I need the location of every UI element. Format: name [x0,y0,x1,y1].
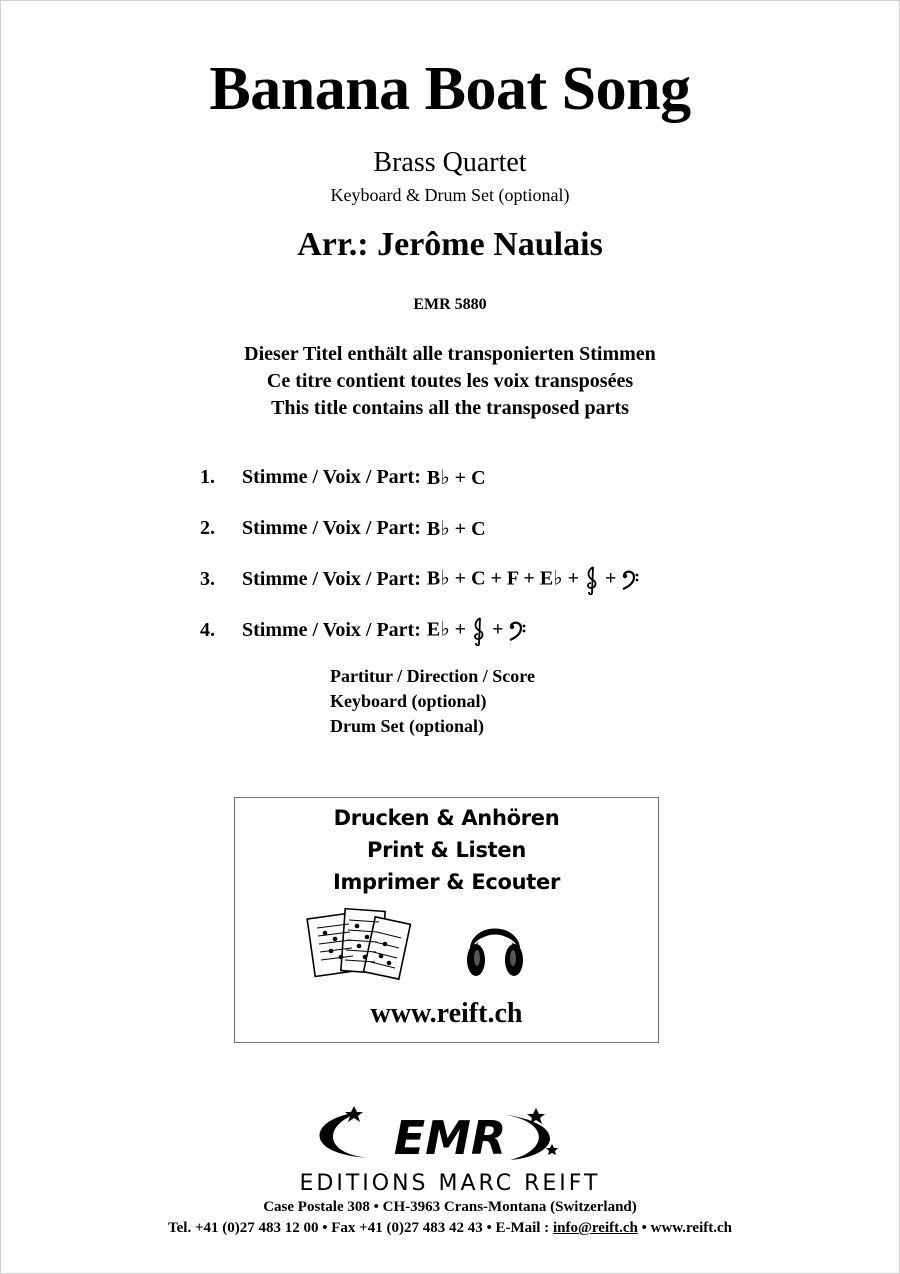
part-label: Stimme / Voix / Part: [242,517,421,539]
part-number: 2. [200,517,215,539]
promo-line-english: Print & Listen [367,838,526,862]
logo-text: EMR [393,1111,507,1165]
key-item: C [471,518,486,540]
treble-clef-icon [471,616,487,646]
promo-line-german: Drucken & Anhören [333,806,560,830]
bass-clef-icon [621,569,639,591]
part-number: 4. [200,619,215,641]
treble-clef-icon [584,565,600,595]
publisher-address: Case Postale 308 • CH-3963 Crans-Montana (Switzerland) [263,1199,637,1215]
part-number: 1. [200,466,215,488]
print-listen-box[interactable] [234,797,659,1043]
extras-list [330,664,535,739]
notice-german: Dieser Titel enthält alle transponierten Stimmen [244,343,656,365]
part-row [200,452,639,503]
extra-item-drums: Drum Set (optional) [330,716,484,736]
part-keys: E♭ + + [427,616,527,646]
key-item: E♭ [539,567,563,590]
contact-phone-fax: Tel. +41 (0)27 483 12 00 • Fax +41 (0)27 483 42 43 • E-Mail : [168,1220,553,1236]
part-label: Stimme / Voix / Part: [242,619,421,641]
parts-list [200,452,639,656]
instruments-note: Keyboard & Drum Set (optional) [330,185,570,205]
part-keys: B♭ + C [426,467,486,489]
extra-item-score: Partitur / Direction / Score [330,666,535,686]
key-item: B♭ [426,567,450,590]
notice-french: Ce titre contient toutes les voix transposées [266,370,634,392]
bass-clef-icon [508,620,526,642]
part-row [200,503,639,554]
contact-website[interactable]: • www.reift.ch [637,1220,732,1236]
key-item: E♭ [426,618,450,641]
notice-english: This title contains all the transposed parts [271,397,629,419]
promo-website-link[interactable]: www.reift.ch [370,998,523,1029]
key-item: B♭ [426,518,450,540]
key-item: C [471,567,486,590]
key-item: B♭ [426,467,450,489]
headphones-icon [463,910,527,982]
subtitle: Brass Quartet [373,147,527,178]
sheet-music-icon [305,906,415,984]
part-keys: B♭ + C + F + E♭ + + [427,565,640,595]
part-keys: B♭ + C [426,518,486,540]
publisher-name: EDITIONS MARC REIFT [299,1171,601,1196]
key-item: F [506,567,519,590]
part-row [200,554,639,605]
part-number: 3. [200,568,215,590]
part-label: Stimme / Voix / Part: [242,568,421,590]
email-link[interactable]: info@reift.ch [552,1220,638,1236]
promo-line-french: Imprimer & Ecouter [332,870,561,894]
part-row [200,605,639,656]
publisher-contact [0,1219,900,1237]
catalog-number: EMR 5880 [413,296,487,313]
arranger: Arr.: Jerôme Naulais [297,226,603,263]
page-title: Banana Boat Song [209,55,691,123]
part-label: Stimme / Voix / Part: [242,466,421,488]
extra-item-keyboard: Keyboard (optional) [330,691,487,711]
emr-logo [300,1104,600,1168]
key-item: C [471,467,486,489]
